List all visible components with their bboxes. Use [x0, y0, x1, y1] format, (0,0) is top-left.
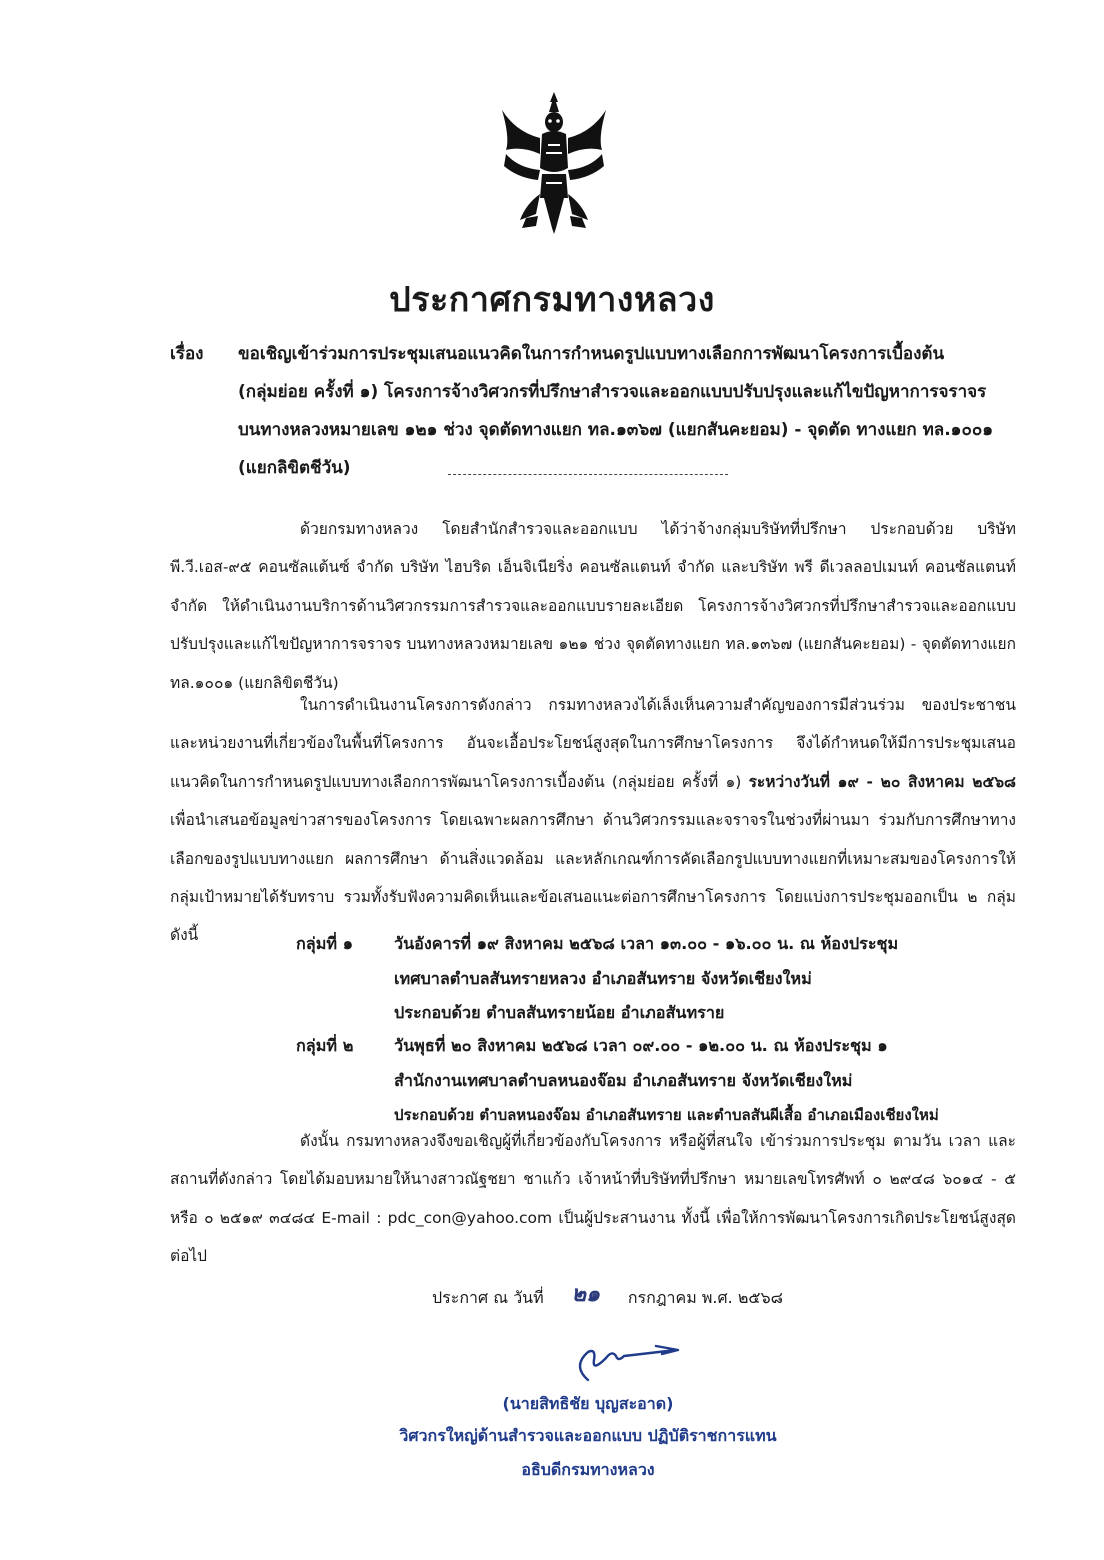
signer-name: (นายสิทธิชัย บุญสะอาด): [502, 1394, 674, 1413]
group-detail-line: วันอังคารที่ ๑๙ สิงหาคม ๒๕๖๘ เวลา ๑๓.๐๐ - ๑๖.๐๐ น. ณ ห้องประชุม: [394, 934, 899, 953]
announcement-month-year: กรกฎาคม พ.ศ. ๒๕๖๘: [627, 1288, 783, 1307]
announcement-day: ๒๑: [571, 1282, 600, 1307]
handwritten-signature-icon: [566, 1330, 706, 1390]
section-divider: [448, 474, 728, 475]
subject-line: (แยกลิขิตชีวัน): [238, 458, 351, 478]
body-paragraph-3: ดังนั้น กรมทางหลวงจึงขอเชิญผู้ที่เกี่ยวข้องกับโครงการ หรือผู้ที่สนใจ เข้าร่วมการประชุม ตามวัน เวลา และสถานที่ดังกล่าว โดยได้มอบหมายให้นางสาวณัฐชยา ชาแก้ว เจ้าหน้าที่บริษัทที่ปรึกษา หมายเลขโทรศัพท์ ๐ ๒๙๔๘ ๖๐๑๔ - ๕ หรือ ๐ ๒๕๑๙ ๓๔๘๔ E-mail : pdc_con@yahoo.com เป็นผู้ประสานงาน ทั้งนี้ เพื่อให้การพัฒนาโครงการเกิดประโยชน์สูงสุดต่อไป: [170, 1132, 1016, 1266]
group-detail-line: ประกอบด้วย ตำบลหนองจ๊อม อำเภอสันทราย และตำบลสันผีเสื้อ อำเภอเมืองเชียงใหม่: [394, 1106, 939, 1124]
group-detail-line: สำนักงานเทศบาลตำบลหนองจ๊อม อำเภอสันทราย จังหวัดเชียงใหม่: [394, 1070, 853, 1090]
garuda-emblem-icon: [496, 88, 612, 238]
subject-line: ขอเชิญเข้าร่วมการประชุมเสนอแนวคิดในการกำหนดรูปแบบทางเลือกการพัฒนาโครงการเบื้องต้น: [238, 344, 945, 364]
body-paragraph-1: ด้วยกรมทางหลวง โดยสำนักสำรวจและออกแบบ ได้ว่าจ้างกลุ่มบริษัทที่ปรึกษา ประกอบด้วย บริษัท พี.วี.เอส-๙๕ คอนซัลแต้นซ์ จำกัด บริษัท ไฮบริด เอ็นจิเนียริ่ง คอนซัลแตนท์ จำกัด และบริษัท พรี ดีเวลลอปเมนท์ คอนซัลแตนท์ จำกัด ให้ดำเนินงานบริการด้านวิศวกรรมการสำรวจและออกแบบรายละเอียด โครงการจ้างวิศวกรที่ปรึกษาสำรวจและออกแบบปรับปรุงและแก้ไขปัญหาการจราจร บนทางหลวงหมายเลข ๑๒๑ ช่วง จุดตัดทางแยก ทล.๑๓๖๗ (แยกสันคะยอม) - จุดตัดทางแยก ทล.๑๐๐๑ (แยกลิขิตชีวัน): [170, 520, 1016, 692]
meeting-date-range: ระหว่างวันที่ ๑๙ - ๒๐ สิงหาคม ๒๕๖๘: [748, 772, 1016, 791]
subject-label: เรื่อง: [170, 344, 204, 364]
subject-line: บนทางหลวงหมายเลข ๑๒๑ ช่วง จุดตัดทางแยก ทล.๑๓๖๗ (แยกสันคะยอม) - จุดตัด ทางแยก ทล.๑๐๐๑: [238, 420, 993, 440]
announcement-date: [432, 1278, 783, 1313]
signer-position: วิศวกรใหญ่ด้านสำรวจและออกแบบ ปฏิบัติราชการแทน: [399, 1426, 777, 1445]
group-detail-line: ประกอบด้วย ตำบลสันทรายน้อย อำเภอสันทราย: [394, 1003, 725, 1022]
group-detail-line: เทศบาลตำบลสันทรายหลวง อำเภอสันทราย จังหวัดเชียงใหม่: [394, 968, 812, 988]
signer-organization: อธิบดีกรมทางหลวง: [521, 1460, 655, 1479]
page-title: ประกาศกรมทางหลวง: [389, 280, 715, 320]
body-paragraph-2: [170, 686, 1016, 955]
group-detail-line: วันพุธที่ ๒๐ สิงหาคม ๒๕๖๘ เวลา ๐๙.๐๐ - ๑๒.๐๐ น. ณ ห้องประชุม ๑: [394, 1036, 888, 1055]
subject-line: (กลุ่มย่อย ครั้งที่ ๑) โครงการจ้างวิศวกรที่ปรึกษาสำรวจและออกแบบปรับปรุงและแก้ไขปัญหาการจราจร: [238, 382, 987, 402]
paragraph-text: เพื่อนำเสนอข้อมูลข่าวสารของโครงการ โดยเฉพาะผลการศึกษา ด้านวิศวกรรมและจราจรในช่วงที่ผ่านมา ร่วมกับการศึกษาทางเลือกของรูปแบบทางแยก ผลการศึกษา ด้านสิ่งแวดล้อม และหลักเกณฑ์การคัดเลือกรูปแบบทางแยกที่เหมาะสมของโครงการให้กลุ่มเป้าหมายได้รับทราบ รวมทั้งรับฟังความคิดเห็นและข้อเสนอแนะต่อการศึกษาโครงการ โดยแบ่งการประชุมออกเป็น ๒ กลุ่ม ดังนี้: [170, 811, 1016, 945]
announcement-prefix: ประกาศ ณ วันที่: [432, 1288, 544, 1307]
group-label: กลุ่มที่ ๑: [296, 934, 353, 953]
paragraph-text: ในการดำเนินงานโครงการดังกล่าว กรมทางหลวงได้เล็งเห็นความสำคัญของการมีส่วนร่วม ของประชาชน และหน่วยงานที่เกี่ยวข้องในพื้นที่โครงการ อันจะเอื้อประโยชน์สูงสุดในการศึกษาโครงการ จึงได้กำหนดให้มีการประชุมเสนอแนวคิดในการกำหนดรูปแบบทางเลือกการพัฒนาโครงการเบื้องต้น (กลุ่มย่อย ครั้งที่ ๑): [170, 696, 1016, 791]
group-label: กลุ่มที่ ๒: [296, 1036, 354, 1055]
